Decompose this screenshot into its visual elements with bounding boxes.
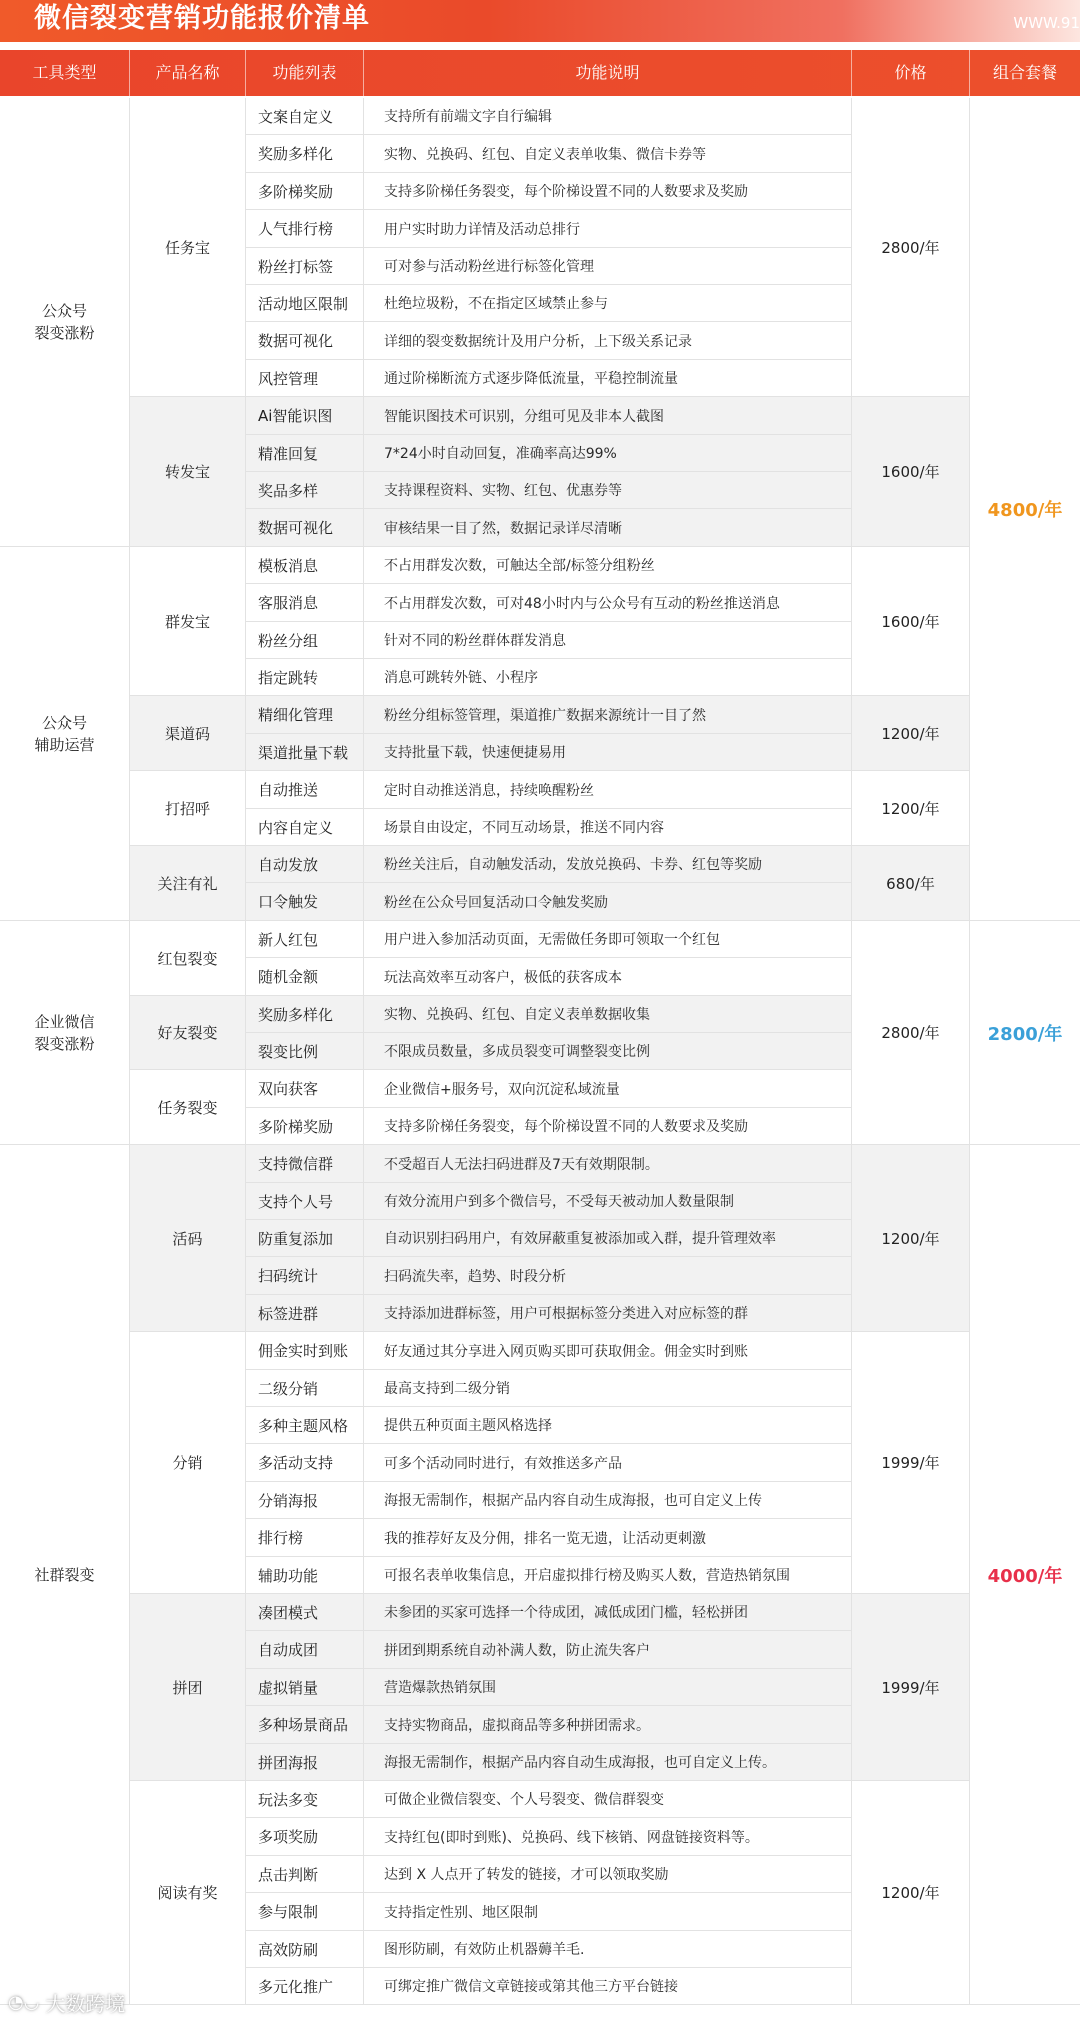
feature-desc-cell: 未参团的买家可选择一个待成团，减低成团门槛，轻松拼团 — [364, 1594, 852, 1631]
feature-desc-cell: 详细的裂变数据统计及用户分析，上下级关系记录 — [364, 322, 852, 360]
feature-desc-cell: 自动识别扫码用户，有效屏蔽重复被添加或入群，提升管理效率 — [364, 1220, 852, 1257]
feature-desc-cell: 不受超百人无法扫码进群及7天有效期限制。 — [364, 1145, 852, 1183]
feature-name-cell: 点击判断 — [246, 1856, 364, 1893]
feature-desc-cell: 提供五种页面主题风格选择 — [364, 1407, 852, 1444]
feature-name-cell: 活动地区限制 — [246, 285, 364, 322]
page-title: 微信裂变营销功能报价清单 — [34, 3, 370, 34]
feature-desc-cell: 最高支持到二级分销 — [364, 1370, 852, 1407]
feature-desc-cell: 支持批量下载，快速便捷易用 — [364, 734, 852, 771]
feature-desc-cell: 支持添加进群标签，用户可根据标签分类进入对应标签的群 — [364, 1295, 852, 1332]
product-name-cell: 阅读有奖 — [130, 1781, 246, 2005]
feature-name-cell: 自动推送 — [246, 771, 364, 809]
feature-name-cell: 拼团海报 — [246, 1744, 364, 1781]
price-cell: 2800/年 — [852, 921, 970, 1145]
feature-name-cell: 凑团模式 — [246, 1594, 364, 1631]
feature-name-cell: 奖励多样化 — [246, 996, 364, 1033]
feature-desc-cell: 可做企业微信裂变、个人号裂变、微信群裂变 — [364, 1781, 852, 1818]
feature-name-cell: 指定跳转 — [246, 659, 364, 696]
price-cell: 1999/年 — [852, 1594, 970, 1781]
col-package: 组合套餐 — [992, 63, 1057, 82]
feature-name-cell: 粉丝打标签 — [246, 248, 364, 285]
feature-name-cell: 二级分销 — [246, 1370, 364, 1407]
feature-name-cell: 虚拟销量 — [246, 1669, 364, 1706]
package-price-cell: 4000/年 — [970, 1145, 1080, 2005]
watermark-text: 大数跨境 — [45, 1991, 126, 2016]
feature-name-cell: 高效防刷 — [246, 1931, 364, 1968]
price-cell: 1999/年 — [852, 1332, 970, 1594]
price-cell: 1600/年 — [852, 547, 970, 696]
feature-name-cell: 数据可视化 — [246, 322, 364, 360]
feature-desc-cell: 支持所有前端文字自行编辑 — [364, 98, 852, 135]
feature-desc-cell: 支持多阶梯任务裂变，每个阶梯设置不同的人数要求及奖励 — [364, 173, 852, 210]
package-price-cell: 2800/年 — [970, 921, 1080, 1145]
feature-name-cell: 标签进群 — [246, 1295, 364, 1332]
feature-name-cell: 粉丝分组 — [246, 622, 364, 659]
tool-type-cell: 公众号 辅助运营 — [0, 547, 130, 921]
feature-desc-cell: 扫码流失率，趋势、时段分析 — [364, 1257, 852, 1295]
feature-name-cell: 风控管理 — [246, 360, 364, 397]
feature-name-cell: 奖励多样化 — [246, 135, 364, 173]
feature-desc-cell: 支持实物商品，虚拟商品等多种拼团需求。 — [364, 1706, 852, 1744]
feature-name-cell: 扫码统计 — [246, 1257, 364, 1295]
feature-name-cell: 多阶梯奖励 — [246, 173, 364, 210]
header-banner — [0, 0, 1080, 42]
watermark-logo-icon: ◔◡ — [8, 1991, 40, 2013]
feature-name-cell: 玩法多变 — [246, 1781, 364, 1818]
feature-desc-cell: 好友通过其分享进入网页购买即可获取佣金。佣金实时到账 — [364, 1332, 852, 1370]
feature-desc-cell: 针对不同的粉丝群体群发消息 — [364, 622, 852, 659]
feature-name-cell: Ai智能识图 — [246, 397, 364, 435]
feature-desc-cell: 用户进入参加活动页面，无需做任务即可领取一个红包 — [364, 921, 852, 958]
price-cell: 1200/年 — [852, 696, 970, 771]
package-price-cell: 4800/年 — [970, 98, 1080, 921]
feature-name-cell: 佣金实时到账 — [246, 1332, 364, 1370]
product-name-cell: 好友裂变 — [130, 996, 246, 1070]
product-name-cell: 任务宝 — [130, 98, 246, 397]
feature-desc-cell: 粉丝分组标签管理，渠道推广数据来源统计一目了然 — [364, 696, 852, 734]
price-cell: 2800/年 — [852, 98, 970, 397]
tool-type-cell: 社群裂变 — [0, 1145, 130, 2005]
product-name-cell: 分销 — [130, 1332, 246, 1594]
feature-desc-cell: 可多个活动同时进行，有效推送多产品 — [364, 1444, 852, 1482]
feature-name-cell: 自动成团 — [246, 1631, 364, 1669]
feature-name-cell: 辅助功能 — [246, 1557, 364, 1594]
feature-name-cell: 参与限制 — [246, 1893, 364, 1931]
feature-desc-cell: 支持多阶梯任务裂变，每个阶梯设置不同的人数要求及奖励 — [364, 1108, 852, 1145]
product-name-cell: 群发宝 — [130, 547, 246, 696]
feature-name-cell: 数据可视化 — [246, 509, 364, 547]
product-name-cell: 活码 — [130, 1145, 246, 1332]
feature-desc-cell: 海报无需制作，根据产品内容自动生成海报，也可自定义上传。 — [364, 1744, 852, 1781]
feature-name-cell: 自动发放 — [246, 846, 364, 883]
feature-desc-cell: 通过阶梯断流方式逐步降低流量，平稳控制流量 — [364, 360, 852, 397]
feature-name-cell: 客服消息 — [246, 584, 364, 622]
feature-name-cell: 渠道批量下载 — [246, 734, 364, 771]
feature-desc-cell: 海报无需制作，根据产品内容自动生成海报，也可自定义上传 — [364, 1482, 852, 1519]
feature-desc-cell: 定时自动推送消息，持续唤醒粉丝 — [364, 771, 852, 809]
feature-name-cell: 随机金额 — [246, 958, 364, 996]
tool-type-cell: 企业微信 裂变涨粉 — [0, 921, 130, 1145]
feature-name-cell: 内容自定义 — [246, 809, 364, 846]
feature-desc-cell: 杜绝垃圾粉，不在指定区域禁止参与 — [364, 285, 852, 322]
feature-desc-cell: 达到 X 人点开了转发的链接，才可以领取奖励 — [364, 1856, 852, 1893]
price-cell: 1200/年 — [852, 771, 970, 846]
product-name-cell: 拼团 — [130, 1594, 246, 1781]
feature-desc-cell: 审核结果一目了然，数据记录详尽清晰 — [364, 509, 852, 547]
feature-desc-cell: 实物、兑换码、红包、自定义表单数据收集 — [364, 996, 852, 1033]
feature-desc-cell: 不限成员数量，多成员裂变可调整裂变比例 — [364, 1033, 852, 1070]
tool-type-cell: 公众号 裂变涨粉 — [0, 98, 130, 547]
watermark — [0, 1984, 125, 2020]
feature-desc-cell: 实物、兑换码、红包、自定义表单收集、微信卡券等 — [364, 135, 852, 173]
feature-desc-cell: 消息可跳转外链、小程序 — [364, 659, 852, 696]
feature-name-cell: 多元化推广 — [246, 1968, 364, 2005]
feature-desc-cell: 拼团到期系统自动补满人数，防止流失客户 — [364, 1631, 852, 1669]
feature-desc-cell: 图形防刷，有效防止机器薅羊毛. — [364, 1931, 852, 1968]
feature-desc-cell: 营造爆款热销氛围 — [364, 1669, 852, 1706]
feature-name-cell: 裂变比例 — [246, 1033, 364, 1070]
feature-desc-cell: 可对参与活动粉丝进行标签化管理 — [364, 248, 852, 285]
feature-desc-cell: 支持红包(即时到账)、兑换码、线下核销、网盘链接资料等。 — [364, 1818, 852, 1856]
price-cell: 1600/年 — [852, 397, 970, 547]
col-feature-desc: 功能说明 — [364, 50, 852, 96]
feature-desc-cell: 7*24小时自动回复，准确率高达99% — [364, 435, 852, 472]
feature-name-cell: 文案自定义 — [246, 98, 364, 135]
table-header — [0, 50, 1080, 96]
col-price: 价格 — [852, 50, 970, 96]
product-name-cell: 红包裂变 — [130, 921, 246, 996]
feature-name-cell: 多阶梯奖励 — [246, 1108, 364, 1145]
feature-name-cell: 人气排行榜 — [246, 210, 364, 248]
feature-name-cell: 口令触发 — [246, 883, 364, 921]
feature-name-cell: 支持个人号 — [246, 1183, 364, 1220]
product-name-cell: 转发宝 — [130, 397, 246, 547]
feature-desc-cell: 支持指定性别、地区限制 — [364, 1893, 852, 1931]
feature-desc-cell: 场景自由设定，不同互动场景，推送不同内容 — [364, 809, 852, 846]
product-name-cell: 关注有礼 — [130, 846, 246, 921]
product-name-cell: 渠道码 — [130, 696, 246, 771]
feature-desc-cell: 用户实时助力详情及活动总排行 — [364, 210, 852, 248]
feature-desc-cell: 企业微信+服务号，双向沉淀私域流量 — [364, 1070, 852, 1108]
feature-name-cell: 精细化管理 — [246, 696, 364, 734]
price-cell: 680/年 — [852, 846, 970, 921]
feature-desc-cell: 粉丝关注后，自动触发活动，发放兑换码、卡券、红包等奖励 — [364, 846, 852, 883]
price-cell: 1200/年 — [852, 1781, 970, 2005]
feature-name-cell: 支持微信群 — [246, 1145, 364, 1183]
col-feature-list: 功能列表 — [246, 50, 364, 96]
feature-desc-cell: 智能识图技术可识别，分组可见及非本人截图 — [364, 397, 852, 435]
feature-name-cell: 精准回复 — [246, 435, 364, 472]
feature-name-cell: 多种场景商品 — [246, 1706, 364, 1744]
product-name-cell: 打招呼 — [130, 771, 246, 846]
feature-desc-cell: 支持课程资料、实物、红包、优惠券等 — [364, 472, 852, 509]
feature-desc-cell: 可报名表单收集信息，开启虚拟排行榜及购买人数，营造热销氛围 — [364, 1557, 852, 1594]
feature-name-cell: 新人红包 — [246, 921, 364, 958]
feature-desc-cell: 不占用群发次数，可触达全部/标签分组粉丝 — [364, 547, 852, 584]
feature-name-cell: 模板消息 — [246, 547, 364, 584]
feature-desc-cell: 不占用群发次数，可对48小时内与公众号有互动的粉丝推送消息 — [364, 584, 852, 622]
feature-desc-cell: 我的推荐好友及分佣，排名一览无遗，让活动更刺激 — [364, 1519, 852, 1557]
feature-name-cell: 防重复添加 — [246, 1220, 364, 1257]
feature-name-cell: 双向获客 — [246, 1070, 364, 1108]
feature-desc-cell: 玩法高效率互动客户，极低的获客成本 — [364, 958, 852, 996]
feature-name-cell: 分销海报 — [246, 1482, 364, 1519]
site-url: WWW.91 — [1013, 14, 1080, 32]
feature-desc-cell: 可绑定推广微信文章链接或第其他三方平台链接 — [364, 1968, 852, 2005]
feature-name-cell: 排行榜 — [246, 1519, 364, 1557]
col-product-name: 产品名称 — [130, 50, 246, 96]
feature-name-cell: 多活动支持 — [246, 1444, 364, 1482]
feature-name-cell: 多项奖励 — [246, 1818, 364, 1856]
feature-desc-cell: 粉丝在公众号回复活动口令触发奖励 — [364, 883, 852, 921]
feature-name-cell: 多种主题风格 — [246, 1407, 364, 1444]
feature-desc-cell: 有效分流用户到多个微信号，不受每天被动加人数量限制 — [364, 1183, 852, 1220]
product-name-cell: 任务裂变 — [130, 1070, 246, 1145]
feature-name-cell: 奖品多样 — [246, 472, 364, 509]
price-cell: 1200/年 — [852, 1145, 970, 1332]
col-tool-type: 工具类型 — [0, 50, 130, 96]
